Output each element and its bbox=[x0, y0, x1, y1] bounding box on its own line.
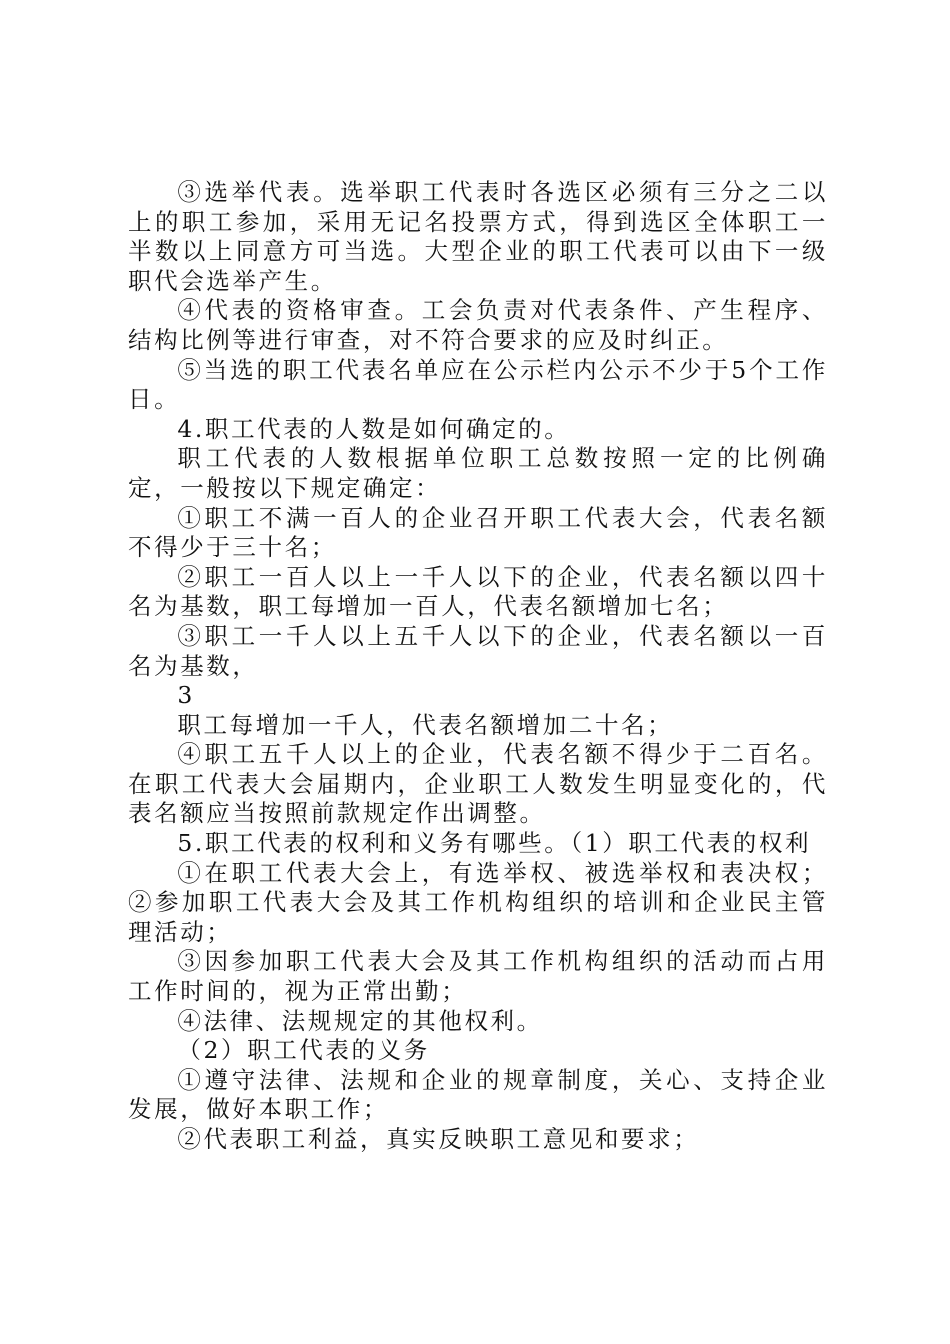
paragraph-quota-intro: 职工代表的人数根据单位职工总数按照一定的比例确定，一般按以下规定确定： bbox=[128, 444, 828, 502]
list-item-obligations-2: ②代表职工利益，真实反映职工意见和要求； bbox=[177, 1125, 700, 1153]
section-heading-4: 4.职工代表的人数是如何确定的。 bbox=[177, 414, 571, 443]
list-item-1000-to-5000: ③职工一千人以上五千人以下的企业，代表名额以一百名为基数， bbox=[128, 621, 828, 680]
paragraph-continuation: 职工每增加一千人，代表名额增加二十名； bbox=[177, 710, 674, 739]
list-item-over-5000: ④职工五千人以上的企业，代表名额不得少于二百名。在职工代表大会届期内，企业职工人数发生明显变化的，代表名额应当按照前款规定作出调整。 bbox=[128, 740, 828, 828]
list-item-100-to-1000: ②职工一百人以上一千人以下的企业，代表名额以四十名为基数，职工每增加一百人，代表名额增加七名； bbox=[128, 562, 828, 621]
list-item-rights-3: ③因参加职工代表大会及其工作机构组织的活动而占用工作时间的，视为正常出勤； bbox=[128, 947, 828, 1006]
section-heading-5: 5.职工代表的权利和义务有哪些。（1）职工代表的权利 bbox=[177, 829, 812, 858]
list-item-under-100: ①职工不满一百人的企业召开职工代表大会，代表名额不得少于三十名； bbox=[128, 503, 828, 562]
page-number: 3 bbox=[177, 681, 195, 710]
list-item-obligations-1: ①遵守法律、法规和企业的规章制度，关心、支持企业发展，做好本职工作； bbox=[128, 1065, 828, 1124]
document-body bbox=[128, 178, 828, 1155]
paragraph-public-notice: ⑤当选的职工代表名单应在公示栏内公示不少于5个工作日。 bbox=[128, 355, 828, 414]
paragraph-elect-representatives: ③选举代表。选举职工代表时各选区必须有三分之二以上的职工参加，采用无记名投票方式，得到选区全体职工一半数以上同意方可当选。大型企业的职工代表可以由下一级职代会选举产生。 bbox=[128, 178, 828, 295]
list-item-rights-4: ④法律、法规规定的其他权利。 bbox=[177, 1006, 543, 1035]
subheading-obligations: （2）职工代表的义务 bbox=[177, 1036, 430, 1065]
list-item-rights-1-2: ①在职工代表大会上，有选举权、被选举权和表决权；②参加职工代表大会及其工作机构组织的培训和企业民主管理活动； bbox=[128, 858, 828, 946]
paragraph-qualification-review: ④代表的资格审查。工会负责对代表条件、产生程序、结构比例等进行审查，对不符合要求的应及时纠正。 bbox=[128, 296, 828, 354]
